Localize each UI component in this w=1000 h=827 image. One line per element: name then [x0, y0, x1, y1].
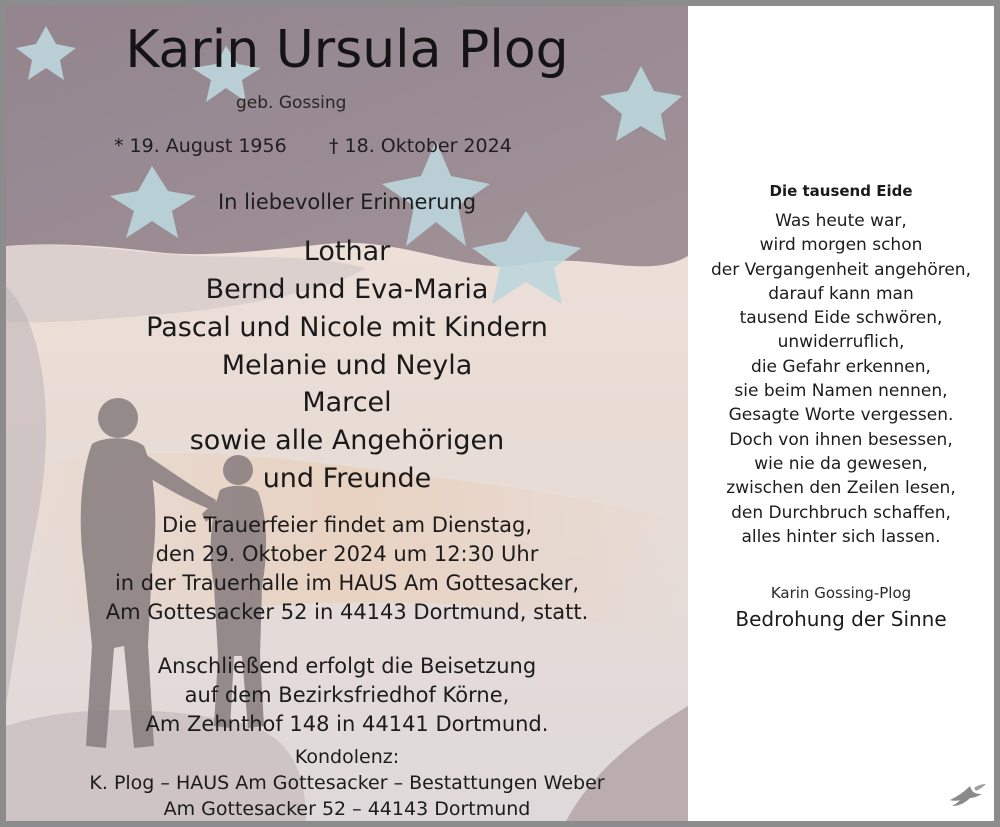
condolence-line: Am Gottesacker 52 – 44143 Dortmund	[163, 798, 531, 820]
service-line: Die Trauerfeier findet am Dienstag,	[161, 513, 533, 537]
death-date: † 18. Oktober 2024	[329, 135, 512, 157]
mourner-line: und Freunde	[262, 463, 432, 494]
condolence-heading: Kondolenz:	[294, 746, 400, 768]
mourner-line: Bernd und Eva-Maria	[205, 274, 489, 305]
bird-logo-icon	[948, 780, 988, 810]
poem-line: Gesagte Worte vergessen.	[728, 405, 954, 426]
poem-panel	[688, 6, 994, 821]
mourner-line: Melanie und Neyla	[221, 350, 473, 381]
service-line: in der Trauerhalle im HAUS Am Gottesacker,	[114, 571, 580, 595]
poem-line: Doch von ihnen besessen,	[729, 429, 953, 450]
burial-line: Am Zehnthof 148 in 44141 Dortmund.	[145, 712, 549, 736]
poem-line: sie beim Namen nennen,	[734, 381, 948, 402]
mourner-line: Lothar	[303, 236, 391, 267]
poem-line: die Gefahr erkennen,	[751, 356, 931, 377]
poem-line: der Vergangenheit angehören,	[710, 259, 971, 280]
poem-line: alles hinter sich lassen.	[741, 526, 941, 547]
service-line: Am Gottesacker 52 in 44143 Dortmund, statt.	[105, 600, 589, 624]
mourner-line: Marcel	[302, 387, 392, 418]
birth-name: geb. Gossing	[236, 93, 347, 113]
deceased-name: Karin Ursula Plog	[125, 20, 569, 80]
poem-line: unwiderruflich,	[777, 332, 905, 353]
poem-line: wird morgen schon	[759, 235, 923, 256]
birth-date: * 19. August 1956	[114, 135, 287, 157]
poem-author: Karin Gossing-Plog	[770, 584, 912, 602]
poem-source: Bedrohung der Sinne	[735, 607, 947, 631]
poem-lines	[688, 209, 994, 549]
poem-line: zwischen den Zeilen lesen,	[726, 478, 956, 499]
obituary-text	[6, 6, 688, 821]
poem-title: Die tausend Eide	[769, 182, 913, 200]
condolence-line: K. Plog – HAUS Am Gottesacker – Bestattungen Weber	[89, 772, 605, 794]
poem-line: wie nie da gewesen,	[754, 453, 928, 474]
poem-line: den Durchbruch schaffen,	[731, 502, 951, 523]
burial-line: Anschließend erfolgt die Beisetzung	[157, 654, 537, 678]
poem-line: Was heute war,	[775, 211, 907, 231]
burial-line: auf dem Bezirksfriedhof Körne,	[184, 683, 510, 707]
mourner-line: sowie alle Angehörigen	[189, 425, 505, 456]
mourner-line: Pascal und Nicole mit Kindern	[146, 312, 548, 343]
obituary-main-panel	[6, 6, 688, 821]
service-line: den 29. Oktober 2024 um 12:30 Uhr	[155, 542, 539, 566]
poem-line: darauf kann man	[768, 283, 914, 304]
poem-line: tausend Eide schwören,	[739, 308, 943, 329]
memory-line: In liebevoller Erinnerung	[217, 190, 477, 214]
